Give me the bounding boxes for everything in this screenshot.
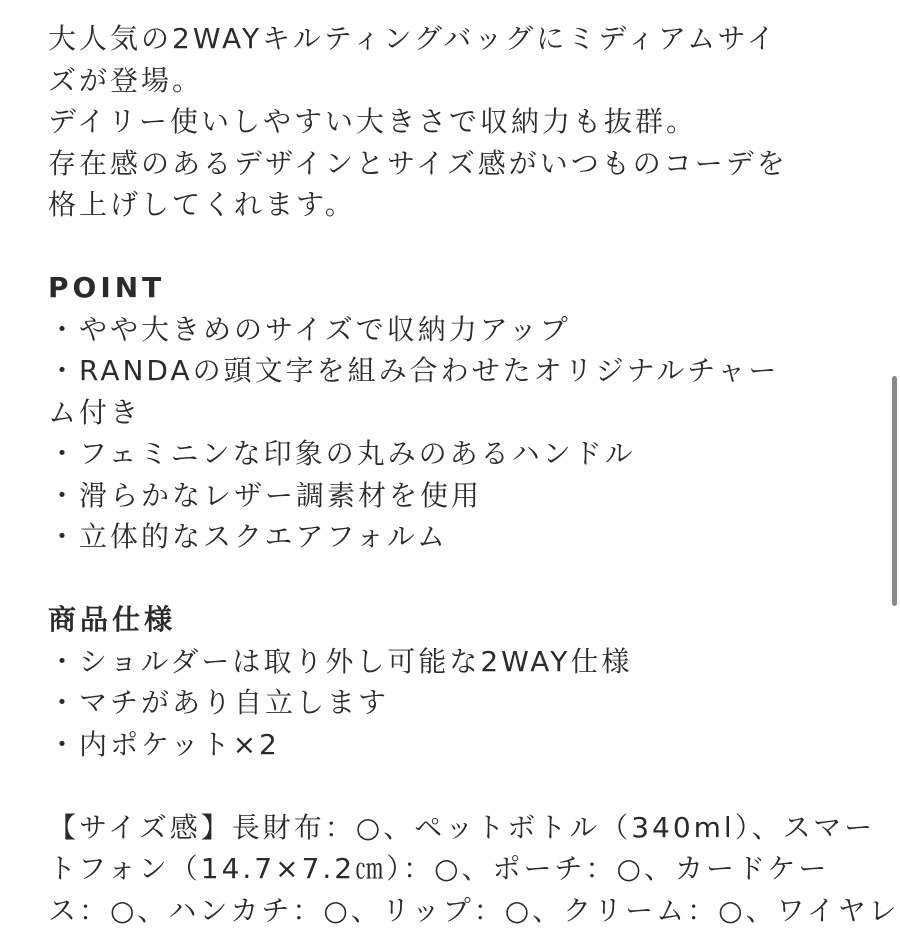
size-line: 【サイズ感】長財布：○、ペットボトル（340ml）、スマー [48,810,876,844]
product-description [48,18,900,927]
point-item: ・RANDAの頭文字を組み合わせたオリジナルチャー [48,354,780,387]
description-line: 大人気の2WAYキルティングバッグにミディアムサイ [48,22,778,55]
size-line: トフォン（14.7×7.2㎝）：○、ポーチ：○、カードケー [48,852,830,885]
scrollbar-thumb[interactable] [892,376,897,606]
spec-item: ・マチがあり自立します [48,686,390,719]
spec-item: ・内ポケット×2 [48,727,280,761]
size-line: ス：○、ハンカチ：○、リップ：○、クリーム：○、ワイヤレ [48,893,900,927]
description-line: 存在感のあるデザインとサイズ感がいつものコーデを [48,146,788,180]
spacer [48,226,848,268]
description-line: ズが登場。 [48,63,204,97]
description-line: デイリー使いしやすい大きさで収納力も抜群。 [48,105,698,138]
spacer [48,558,848,600]
scrollbar[interactable] [890,0,900,900]
spacer [48,765,848,807]
spec-item: ・ショルダーは取り外し可能な2WAY仕様 [48,644,633,678]
point-item: ・やや大きめのサイズで収納力アップ [48,312,571,346]
description-line: 格上げしてくれます。 [48,188,356,221]
specs-heading: 商品仕様 [48,603,177,636]
point-heading: POINT [48,271,166,304]
point-item: ・立体的なスクエアフォルム [48,520,448,553]
point-item: ・フェミニンな印象の丸みのあるハンドル [48,437,636,470]
point-item: ム付き [48,395,142,429]
point-item: ・滑らかなレザー調素材を使用 [48,478,483,512]
